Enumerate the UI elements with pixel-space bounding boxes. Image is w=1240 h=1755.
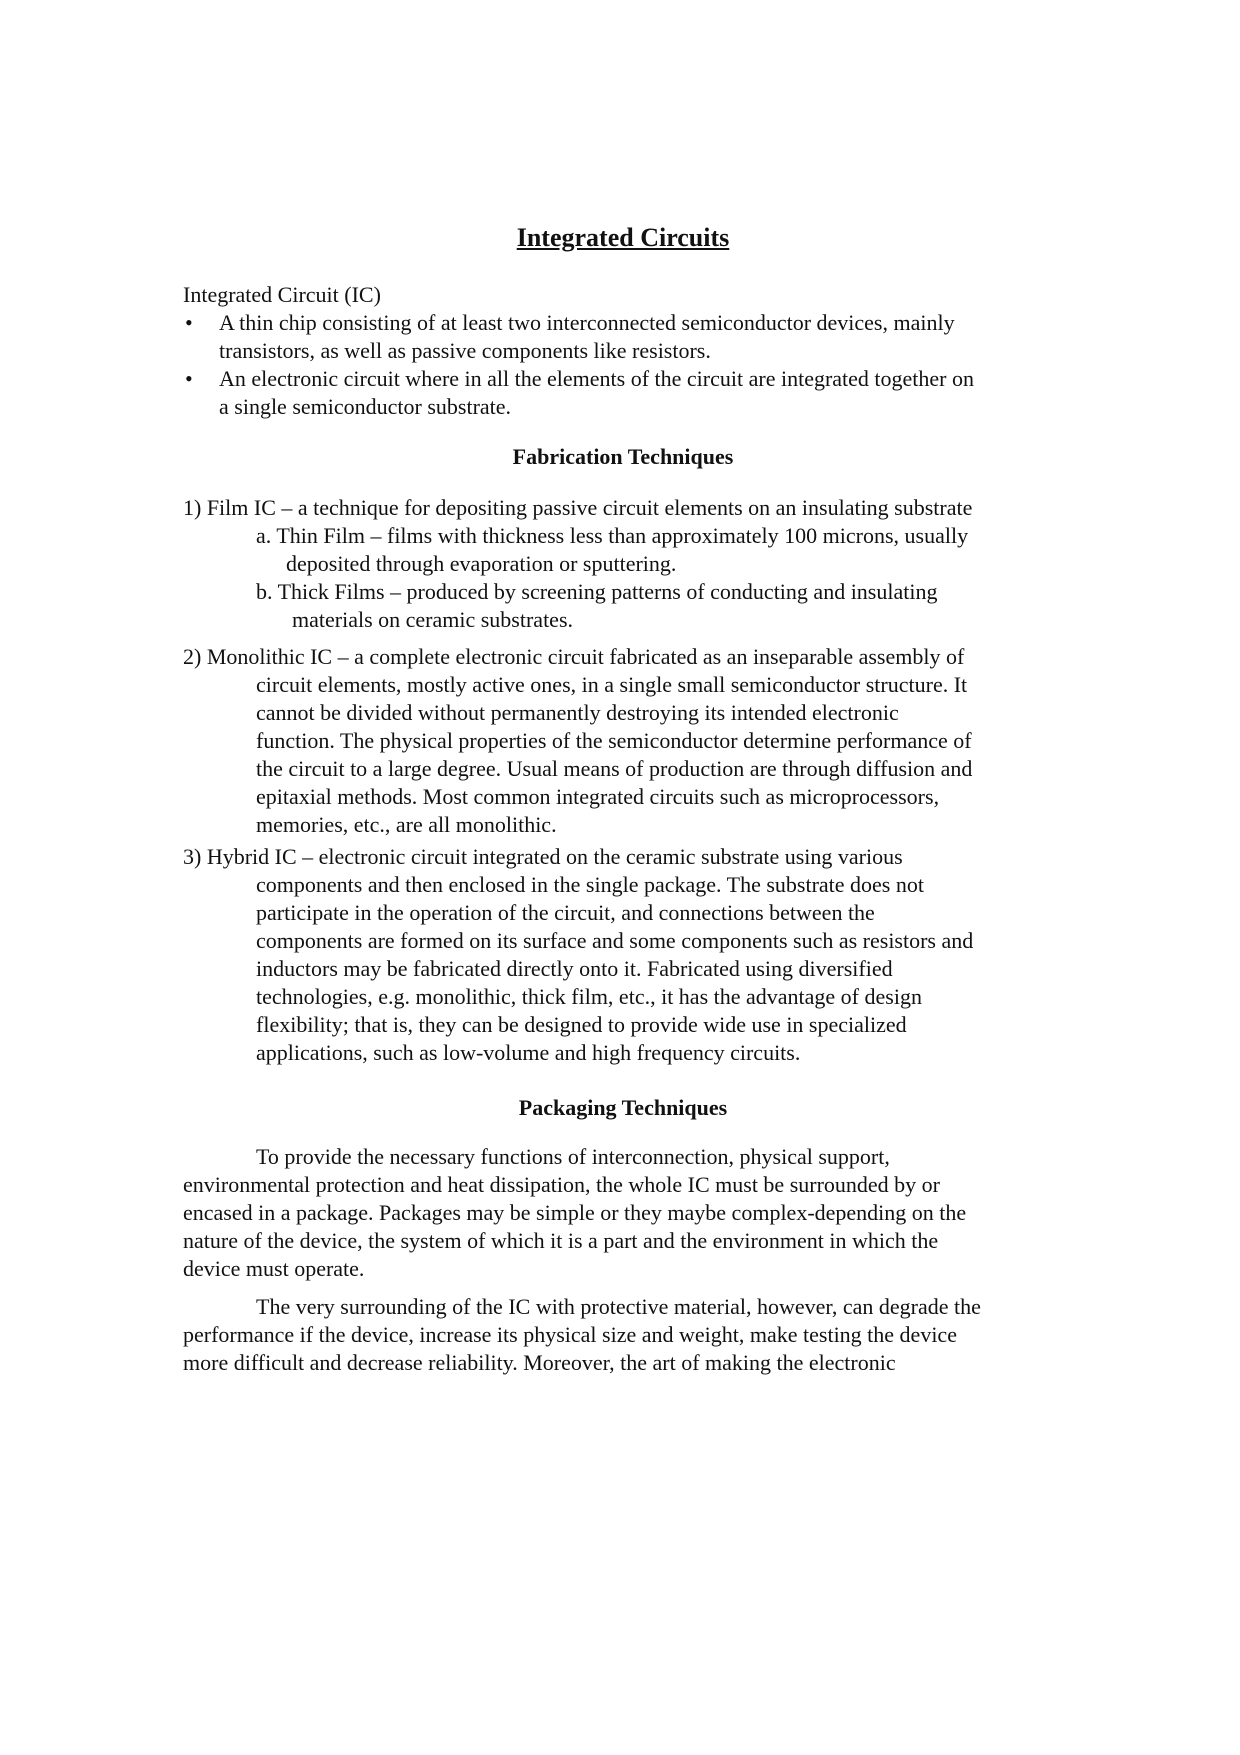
packaging-heading: Packaging Techniques bbox=[518, 1095, 728, 1120]
page-title: Integrated Circuits bbox=[516, 223, 730, 252]
fabrication-heading: Fabrication Techniques bbox=[512, 444, 734, 469]
item-continuation: components and then enclosed in the single package. The substrate does not participate in the operation of the circuit, and connections between the components are formed on its surface and some components such as resistors and inductors may be fabricated directly onto it. Fabricated using diversified technologies, e.g. monolithic, thick film, etc., it has the advantage of design flexibility; that is, they can be designed to provide wide use in specialized applications, such as low-volume and high frequency circuits. bbox=[256, 872, 974, 1065]
item-first-line: 2) Monolithic IC – a complete electronic circuit fabricated as an inseparable assembly of bbox=[183, 644, 965, 669]
intro-section bbox=[183, 281, 1063, 421]
sub-item-thin-film: a. Thin Film – films with thickness less than approximately 100 microns, usually deposited through evaporation or sputtering. bbox=[256, 523, 969, 576]
definition-list bbox=[183, 309, 1063, 421]
item-first-line: 1) Film IC – a technique for depositing passive circuit elements on an insulating substrate bbox=[183, 495, 973, 520]
hybrid-ic-item bbox=[183, 843, 1063, 1067]
monolithic-ic-item bbox=[183, 643, 1063, 839]
intro-label: Integrated Circuit (IC) bbox=[183, 282, 381, 307]
item-continuation: circuit elements, mostly active ones, in a single small semiconductor structure. It cannot be divided without permanently destroying its intended electronic function. The physical properties of the semiconductor determine performance of the circuit to a large degree. Usual means of production are through diffusion and epitaxial methods. Most common integrated circuits such as microprocessors, memories, etc., are all monolithic. bbox=[256, 672, 973, 837]
bullet-icon: • bbox=[185, 366, 193, 391]
definition-line: A thin chip consisting of at least two interconnected semiconductor devices, mainly bbox=[219, 310, 955, 335]
definition-line: a single semiconductor substrate. bbox=[219, 394, 512, 419]
definition-item bbox=[183, 309, 1063, 365]
packaging-paragraph-1: To provide the necessary functions of interconnection, physical support, environmental protection and heat dissipation, the whole IC must be surrounded by or encased in a package. Packages may be simple or they maybe complex-depending on the nature of the device, the system of which it is a part and the environment in which the device must operate. bbox=[183, 1144, 967, 1281]
bullet-icon: • bbox=[185, 310, 193, 335]
definition-line: An electronic circuit where in all the elements of the circuit are integrated together on bbox=[219, 366, 975, 391]
definition-line: transistors, as well as passive components like resistors. bbox=[219, 338, 711, 363]
definition-item bbox=[183, 365, 1063, 421]
packaging-paragraph-2: The very surrounding of the IC with protective material, however, can degrade the performance if the device, increase its physical size and weight, make testing the device more difficult and decrease reliability. Moreover, the art of making the electronic bbox=[183, 1294, 981, 1375]
item-first-line: 3) Hybrid IC – electronic circuit integrated on the ceramic substrate using various bbox=[183, 844, 903, 869]
film-ic-item bbox=[183, 494, 1063, 634]
sub-item-thick-films: b. Thick Films – produced by screening patterns of conducting and insulating materials on ceramic substrates. bbox=[256, 579, 938, 632]
